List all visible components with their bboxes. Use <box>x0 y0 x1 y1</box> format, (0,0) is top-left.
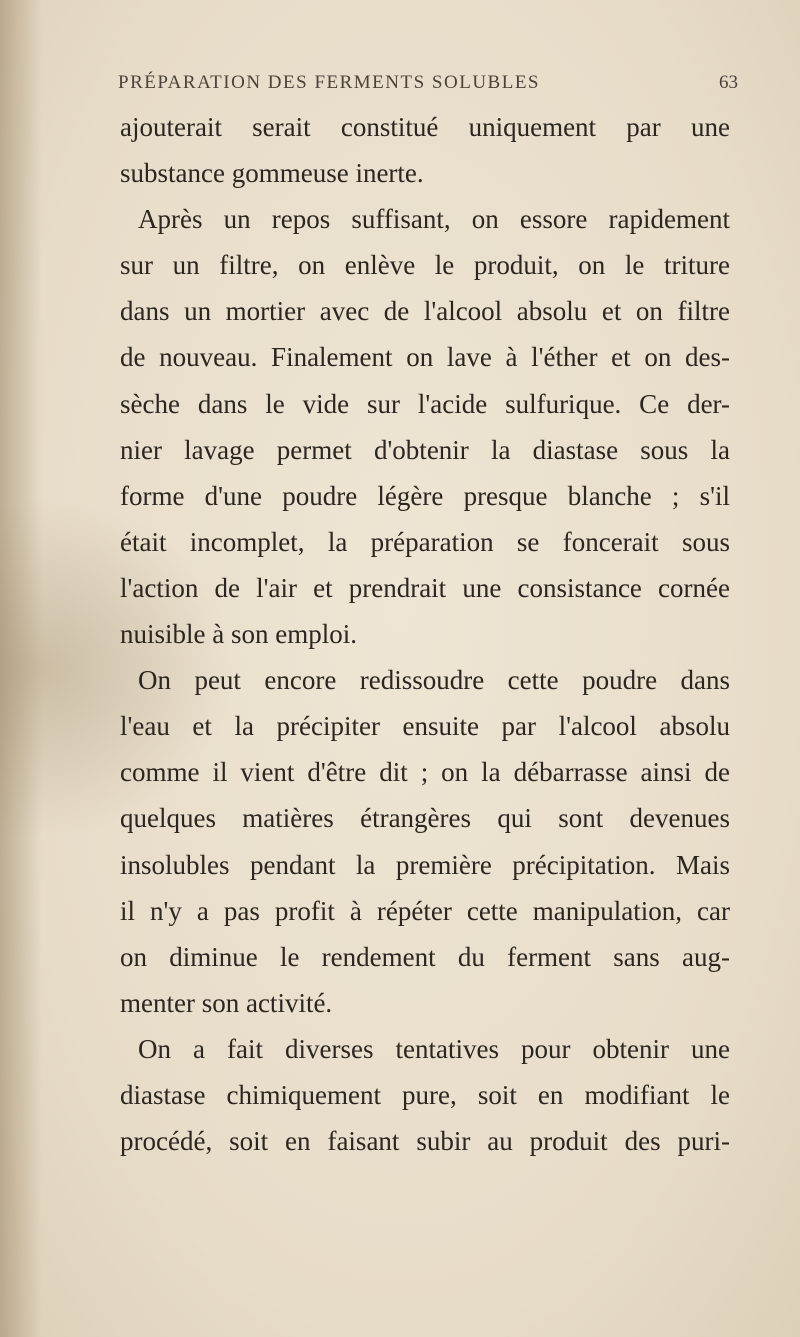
text-line: sèche dans le vide sur l'acide sulfurique. Ce der- <box>120 388 730 419</box>
text-line: était incomplet, la préparation se foncerait sous <box>120 526 730 557</box>
text-line: On peut encore redissoudre cette poudre dans <box>138 665 730 696</box>
text-line: l'eau et la précipiter ensuite par l'alcool absolu <box>120 711 730 742</box>
text-line: on diminue le rendement du ferment sans aug- <box>120 941 730 972</box>
text-line: Après un repos suffisant, on essore rapidement <box>138 204 730 235</box>
text-line: nuisible à son emploi. <box>120 619 357 650</box>
text-line: de nouveau. Finalement on lave à l'éther et on des- <box>120 342 730 373</box>
text-line: l'action de l'air et prendrait une consistance cornée <box>120 572 730 603</box>
running-head: PRÉPARATION DES FERMENTS SOLUBLES <box>118 72 541 93</box>
text-line: insolubles pendant la première précipitation. Mais <box>120 849 730 880</box>
page-binding-shadow <box>0 0 42 1337</box>
text-line: nier lavage permet d'obtenir la diastase sous la <box>120 434 730 465</box>
text-line: il n'y a pas profit à répéter cette manipulation, car <box>120 895 730 926</box>
text-line: quelques matières étrangères qui sont devenues <box>120 803 730 834</box>
text-line: diastase chimiquement pure, soit en modifiant le <box>120 1079 730 1110</box>
text-line: On a fait diverses tentatives pour obtenir une <box>138 1033 730 1064</box>
text-line: procédé, soit en faisant subir au produit des puri- <box>120 1126 730 1157</box>
text-line: menter son activité. <box>120 987 333 1018</box>
body-text <box>120 104 730 1164</box>
text-line: forme d'une poudre légère presque blanche ; s'il <box>120 480 730 511</box>
text-line: comme il vient d'être dit ; on la débarrasse ainsi de <box>120 757 730 788</box>
text-line: ajouterait serait constitué uniquement par une <box>120 112 730 142</box>
text-line: sur un filtre, on enlève le produit, on le triture <box>120 250 730 281</box>
page-number: 63 <box>719 72 738 93</box>
text-line: substance gommeuse inerte. <box>120 158 424 189</box>
page-header <box>118 70 738 102</box>
text-line: dans un mortier avec de l'alcool absolu et on filtre <box>120 296 730 327</box>
